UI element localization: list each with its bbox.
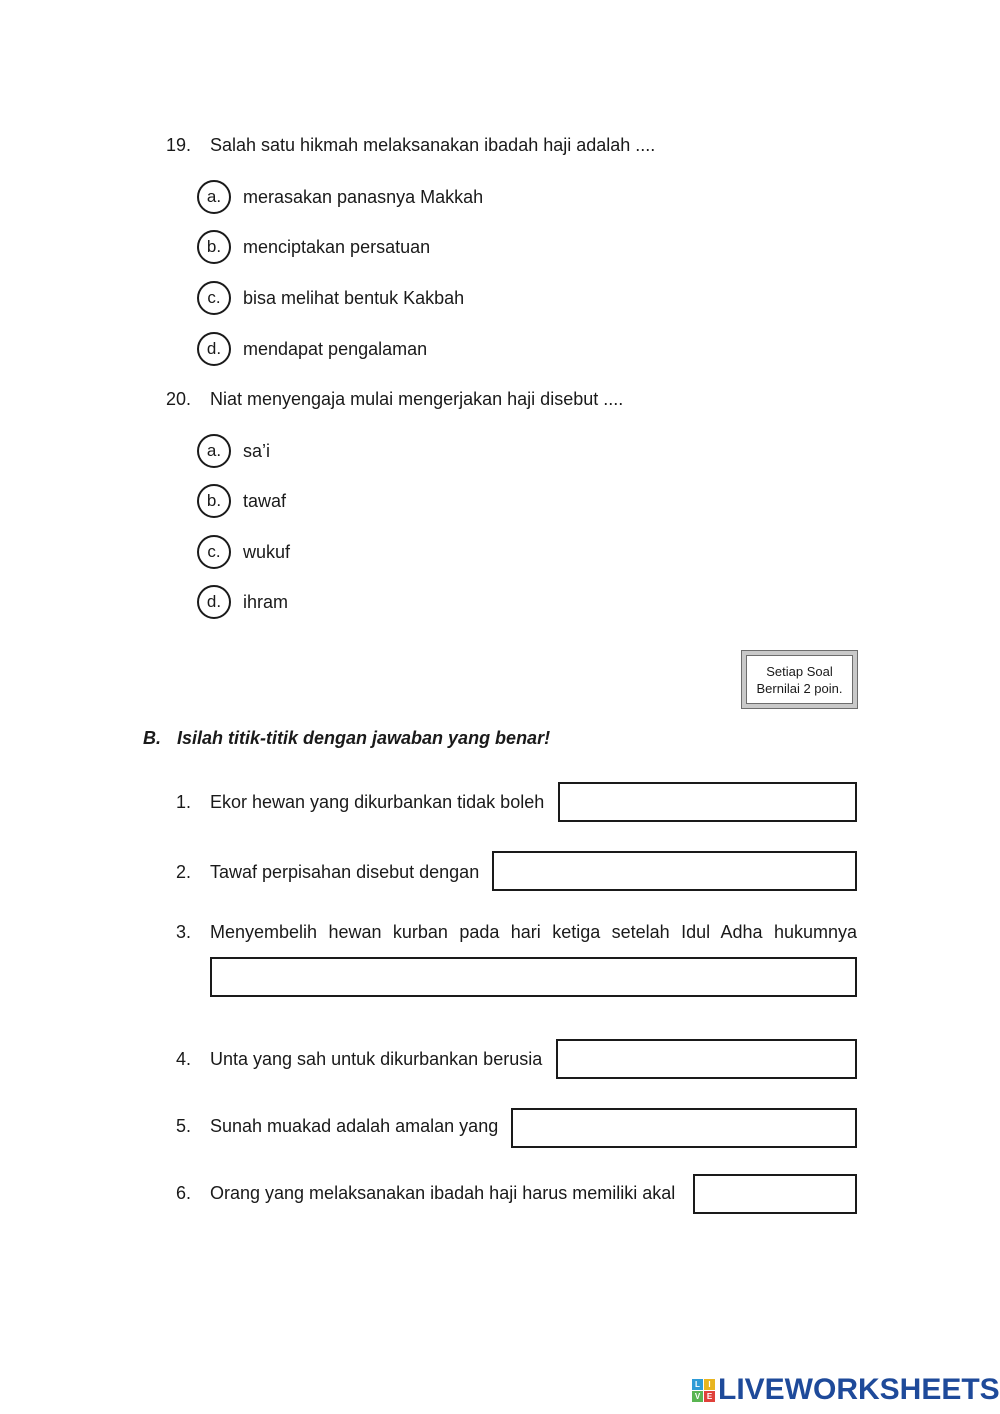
option-19-a[interactable] [197, 180, 483, 214]
option-text: wukuf [243, 541, 291, 562]
fill-number: 4. [176, 1049, 192, 1069]
fill-text: Sunah muakad adalah amalan yang [210, 1116, 499, 1136]
option-text: merasakan panasnya Makkah [243, 186, 484, 207]
answer-input-4[interactable] [556, 1039, 857, 1079]
answer-input-6[interactable] [693, 1174, 857, 1214]
points-note-line2: Bernilai 2 poin. [756, 680, 843, 696]
points-note [741, 650, 858, 709]
answer-input-5[interactable] [511, 1108, 857, 1148]
option-text: menciptakan persatuan [243, 236, 431, 257]
logo-text: LIVEWORKSHEETS [718, 1373, 1000, 1406]
option-20-a[interactable] [197, 434, 270, 468]
option-text: mendapat pengalaman [243, 338, 428, 359]
option-text: tawaf [243, 490, 287, 511]
option-20-d[interactable] [197, 585, 288, 619]
answer-input-2[interactable] [492, 851, 857, 891]
fill-number: 3. [176, 922, 192, 942]
fill-number: 5. [176, 1116, 192, 1136]
logo-square: L [692, 1379, 703, 1390]
option-19-c[interactable] [197, 281, 464, 315]
fill-text: Orang yang melaksanakan ibadah haji harus memiliki akal [210, 1183, 676, 1203]
option-letter: d. [197, 585, 231, 619]
option-letter: a. [197, 434, 231, 468]
liveworksheets-logo[interactable] [692, 1374, 1000, 1406]
fill-text: Unta yang sah untuk dikurbankan berusia [210, 1049, 543, 1069]
option-letter: a. [197, 180, 231, 214]
question-text: Salah satu hikmah melaksanakan ibadah haji adalah .... [210, 135, 656, 155]
logo-square: V [692, 1391, 703, 1402]
logo-square: E [704, 1391, 715, 1402]
points-note-inner [746, 655, 853, 704]
option-letter: c. [197, 281, 231, 315]
option-letter: c. [197, 535, 231, 569]
option-text: bisa melihat bentuk Kakbah [243, 287, 465, 308]
question-number: 19. [166, 135, 192, 155]
section-heading [143, 728, 550, 749]
logo-square: I [704, 1379, 715, 1390]
option-text: ihram [243, 591, 289, 612]
option-letter: b. [197, 230, 231, 264]
fill-number: 6. [176, 1183, 192, 1203]
option-text: sa’i [243, 440, 271, 461]
option-letter: d. [197, 332, 231, 366]
option-19-b[interactable] [197, 230, 430, 264]
logo-squares-icon [692, 1379, 715, 1402]
option-20-b[interactable] [197, 484, 286, 518]
option-letter: b. [197, 484, 231, 518]
fill-text: Ekor hewan yang dikurbankan tidak boleh [210, 792, 545, 812]
points-note-line1: Setiap Soal [766, 663, 833, 679]
answer-input-1[interactable] [558, 782, 857, 822]
section-title: Isilah titik-titik dengan jawaban yang benar! [177, 728, 551, 748]
fill-number: 2. [176, 862, 192, 882]
fill-number: 1. [176, 792, 192, 812]
option-19-d[interactable] [197, 332, 427, 366]
question-number: 20. [166, 389, 192, 409]
question-text: Niat menyengaja mulai mengerjakan haji disebut .... [210, 389, 624, 409]
fill-text: Tawaf perpisahan disebut dengan [210, 862, 480, 882]
fill-text: Menyembelih hewan kurban pada hari ketiga setelah Idul Adha hukumnya [210, 922, 857, 942]
option-20-c[interactable] [197, 535, 290, 569]
section-letter: B. [143, 728, 161, 748]
answer-input-3[interactable] [210, 957, 857, 997]
